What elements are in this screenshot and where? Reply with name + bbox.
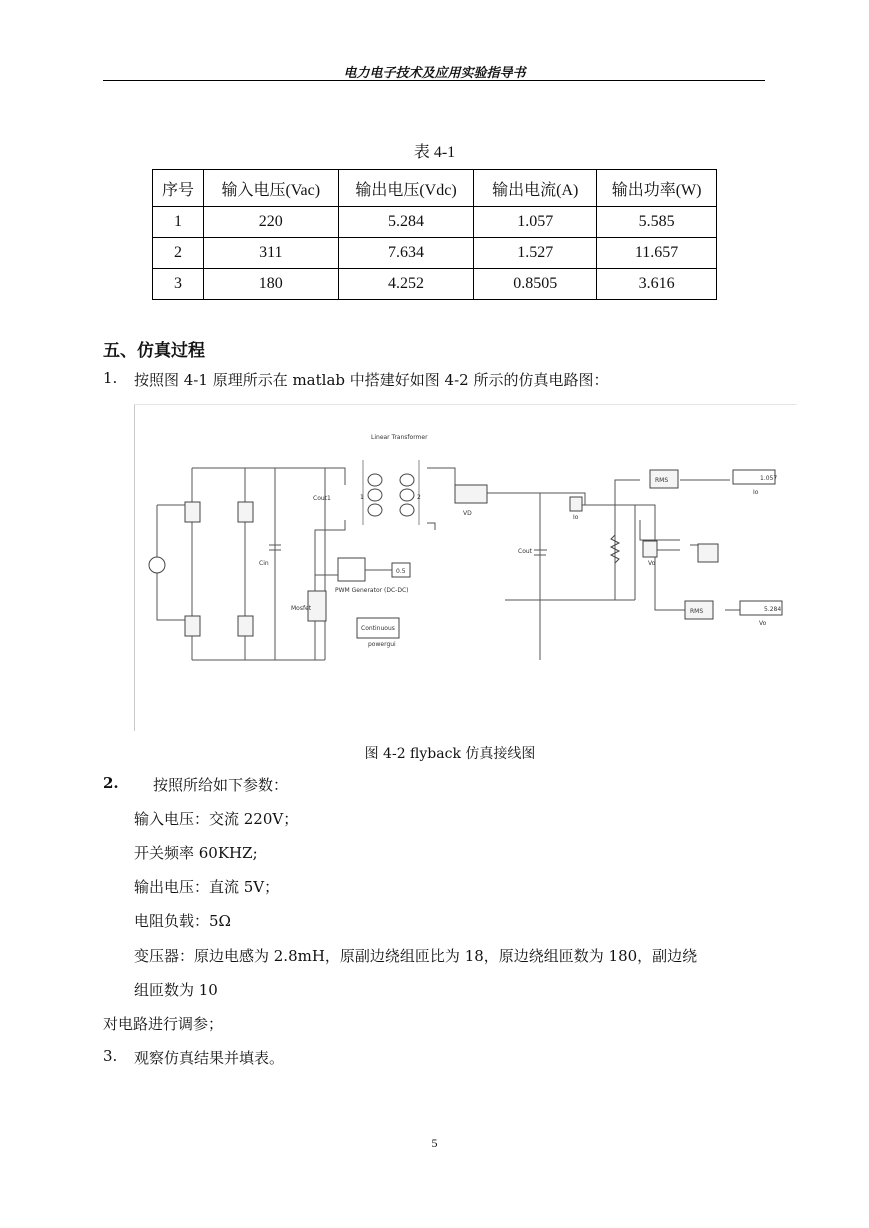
table-row	[153, 269, 717, 300]
label-vd: VD	[463, 510, 472, 517]
header-rule	[103, 80, 765, 81]
display-vo-label: Vo	[759, 620, 767, 627]
table-cell: 311	[203, 238, 338, 269]
step-1	[103, 369, 609, 389]
diode-vd-icon	[455, 485, 487, 503]
section-heading: 五、仿真过程	[103, 341, 205, 361]
label-winding1: 1	[360, 494, 364, 501]
table-cell: 1.057	[474, 207, 597, 238]
results-table	[152, 169, 717, 300]
label-pwm-value: 0.5	[396, 568, 406, 575]
param-line: 组匝数为 10	[134, 981, 218, 999]
label-rms-io: RMS	[655, 477, 669, 484]
label-cin: Cin	[259, 560, 269, 567]
table-cell: 2	[153, 238, 204, 269]
table-cell: 1	[153, 207, 204, 238]
table-cell: 7.634	[338, 238, 474, 269]
table-cell: 0.8505	[474, 269, 597, 300]
param-line: 电阻负载：5Ω	[134, 912, 231, 930]
step-text: 观察仿真结果并填表。	[134, 1049, 285, 1067]
step-number: 1.	[103, 369, 118, 387]
powergui-block-label: Continuous	[361, 625, 395, 632]
simulation-figure	[134, 404, 797, 731]
label-mosfet: Mosfet	[291, 605, 312, 612]
table-cell: 1.527	[474, 238, 597, 269]
table-header-cell: 序号	[153, 170, 204, 207]
scope-icon	[698, 544, 718, 562]
table-cell: 3	[153, 269, 204, 300]
page-number: 5	[431, 1136, 438, 1150]
table-caption: 表 4-1	[413, 144, 456, 161]
table-cell: 3.616	[597, 269, 717, 300]
table-cell: 11.657	[597, 238, 717, 269]
table-cell: 180	[203, 269, 338, 300]
table-cell: 5.284	[338, 207, 474, 238]
table-cell: 5.585	[597, 207, 717, 238]
step-text: 按照所给如下参数：	[153, 776, 289, 794]
table-header-cell: 输入电压(Vac)	[203, 170, 338, 207]
step-number: 3.	[103, 1047, 118, 1065]
label-linear-transformer: Linear Transformer	[371, 434, 428, 441]
label-cout: Cout	[518, 548, 533, 555]
step-3	[103, 1047, 285, 1067]
param-line: 输出电压：直流 5V；	[134, 878, 280, 896]
step-number: 2.	[103, 774, 119, 792]
step-2	[103, 774, 289, 794]
table-cell: 4.252	[338, 269, 474, 300]
label-powergui: powergui	[368, 641, 396, 648]
label-rms-vo: RMS	[690, 608, 704, 615]
figure-caption: 图 4-2 flyback 仿真接线图	[364, 746, 536, 762]
step-text: 按照图 4-1 原理所示在 matlab 中搭建好如图 4-2 所示的仿真电路图：	[134, 371, 609, 389]
table-row	[153, 207, 717, 238]
table-header-cell: 输出电流(A)	[474, 170, 597, 207]
page-header-title: 电力电子技术及应用实验指导书	[343, 66, 526, 81]
label-io: Io	[573, 514, 579, 521]
step-2-outro: 对电路进行调参；	[103, 1015, 224, 1033]
table-header-cell: 输出功率(W)	[597, 170, 717, 207]
param-line: 开关频率 60KHZ;	[134, 844, 258, 862]
label-pwm: PWM Generator (DC-DC)	[335, 587, 409, 594]
label-vo: Vo	[648, 560, 656, 567]
label-cout1: Cout1	[313, 495, 331, 502]
display-vo-value: 5.284	[764, 606, 782, 613]
display-io-value: 1.057	[760, 475, 778, 482]
param-line: 变压器：原边电感为 2.8mH，原副边绕组匝比为 18，原边绕组匝数为 180，副边绕	[134, 947, 698, 965]
table-cell: 220	[203, 207, 338, 238]
display-io-label: Io	[753, 489, 759, 496]
flyback-circuit-diagram	[135, 405, 797, 731]
label-winding2: 2	[417, 494, 421, 501]
table-header-cell: 输出电压(Vdc)	[338, 170, 474, 207]
table-row	[153, 238, 717, 269]
param-line: 输入电压：交流 220V；	[134, 810, 299, 828]
table-header-row	[153, 170, 717, 207]
